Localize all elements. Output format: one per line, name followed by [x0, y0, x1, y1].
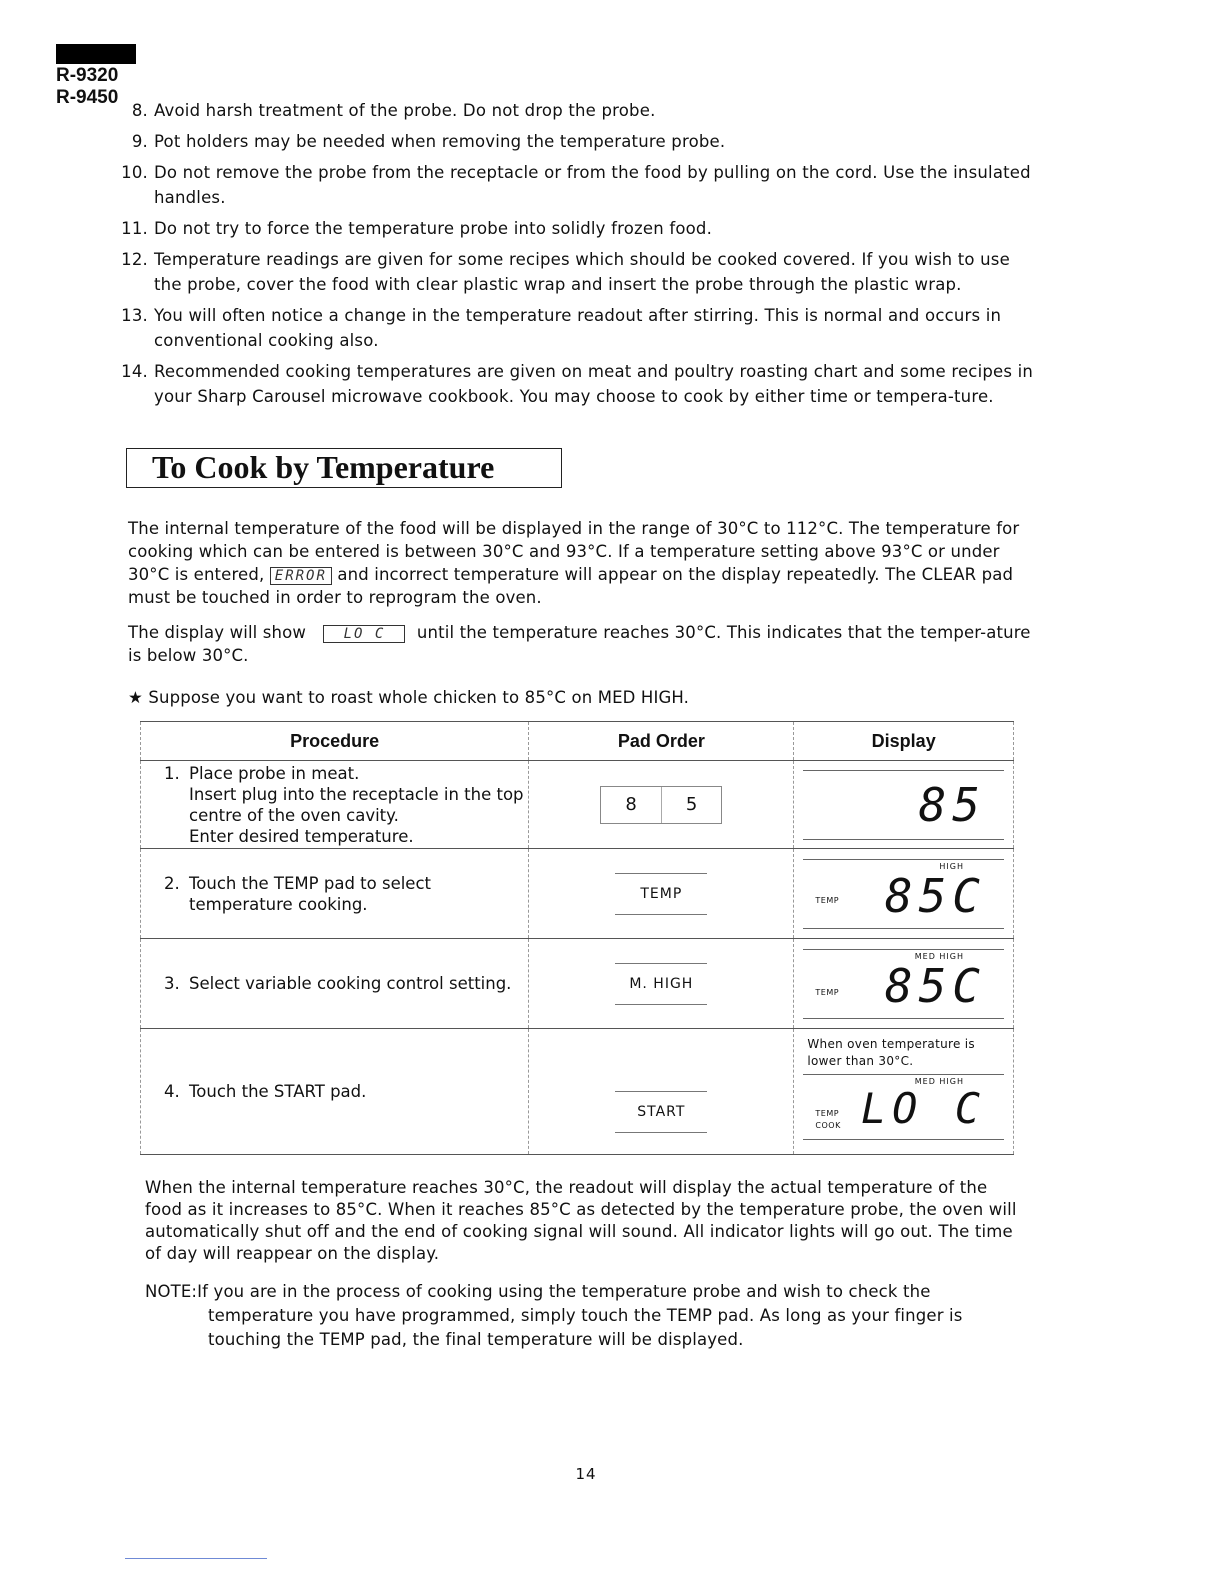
- display-digits: 85C: [884, 958, 986, 1013]
- display-digits: LO C: [860, 1084, 986, 1133]
- pad-8: 8: [625, 794, 637, 815]
- step-line: Touch the START pad.: [189, 1082, 367, 1101]
- table-row: [141, 939, 1014, 1029]
- intro-text-d: until the temperature reaches 30°C. This indicates that the temper-ature is below 30°C.: [128, 623, 1031, 665]
- oven-display: [803, 949, 1004, 1019]
- item-number: 10.: [121, 163, 148, 182]
- header-display: Display: [794, 722, 1014, 761]
- step-1: [142, 763, 527, 847]
- oven-display: [803, 1074, 1004, 1140]
- oven-display: [803, 859, 1004, 929]
- list-item: [118, 303, 1038, 353]
- step-line: Insert plug into the receptacle in the top centre of the oven cavity.: [189, 784, 524, 825]
- list-item: [118, 160, 1038, 210]
- number-pads: [600, 786, 722, 824]
- page-number: 14: [575, 1465, 597, 1483]
- step-number: 1.: [164, 763, 180, 783]
- item-text: Temperature readings are given for some recipes which should be cooked covered. If you wish to use the probe, cover the food with clear plastic wrap and insert the probe through the plastic wrap.: [154, 250, 1010, 294]
- item-text: Recommended cooking temperatures are given on meat and poultry roasting chart and some recipes in your Sharp Carousel microwave cookbook. You may choose to cook by either time or tempera-ture.: [154, 362, 1034, 406]
- after-paragraph: When the internal temperature reaches 30°C, the readout will display the actual temperature of the food as it increases to 85°C. When it reaches 85°C as detected by the temperature probe, the oven will automatically shut off and the end of cooking signal will sound. All indicator lights will go out. The time of day will reappear on the display.: [145, 1178, 1017, 1263]
- pad-order-cell: [529, 761, 794, 849]
- table-header-row: [141, 722, 1014, 761]
- error-display: ERROR: [270, 567, 332, 585]
- table-row: [141, 1029, 1014, 1155]
- step-line: Touch the TEMP pad to select temperature cooking.: [189, 873, 431, 914]
- temp-indicator: TEMP: [815, 1109, 840, 1118]
- pad-order-cell: [529, 849, 794, 939]
- list-item: [118, 359, 1038, 409]
- model-number-2: R-9450: [56, 87, 119, 108]
- step-number: 4.: [164, 1082, 180, 1101]
- power-indicator: HIGH: [939, 861, 964, 871]
- item-text: You will often notice a change in the temperature readout after stirring. This is normal and occurs in conventional cooking also.: [154, 306, 1002, 350]
- temp-indicator: TEMP: [815, 895, 840, 905]
- item-text: Do not remove the probe from the receptacle or from the food by pulling on the cord. Use the insulated handles.: [154, 163, 1031, 207]
- precaution-list: [118, 98, 1038, 415]
- display-digits: 85: [918, 777, 986, 832]
- example-line: ★ Suppose you want to roast whole chicken to 85°C on MED HIGH.: [128, 688, 690, 707]
- procedure-cell: [141, 1029, 529, 1155]
- pad-order-cell: [529, 939, 794, 1029]
- procedure-cell: [141, 849, 529, 939]
- header-pad-order: Pad Order: [529, 722, 794, 761]
- list-item: [118, 98, 1038, 123]
- display-cell: [794, 1029, 1014, 1155]
- item-number: 9.: [131, 132, 148, 151]
- item-number: 8.: [131, 101, 148, 120]
- note-block: [145, 1280, 1017, 1352]
- step-text: [189, 763, 527, 847]
- pad-5: 5: [661, 787, 722, 823]
- display-note: When oven temperature is lower than 30°C.: [807, 1037, 975, 1068]
- temp-indicator: TEMP: [815, 987, 840, 997]
- item-number: 12.: [121, 250, 148, 269]
- display-cell: [794, 939, 1014, 1029]
- step-number: 3.: [164, 974, 180, 993]
- intro-paragraph-2: [128, 621, 1033, 667]
- footer-rule: [125, 1558, 267, 1559]
- item-number: 11.: [121, 219, 148, 238]
- procedure-table: [140, 721, 1014, 1155]
- note-label: NOTE:: [145, 1282, 198, 1301]
- display-cell: [794, 761, 1014, 849]
- temp-pad: TEMP: [615, 873, 707, 915]
- step-number: 2.: [164, 873, 180, 893]
- step-3: [142, 973, 527, 994]
- pad-order-cell: [529, 1029, 794, 1155]
- note-text-first: If you are in the process of cooking using the temperature probe and wish to check the: [197, 1282, 931, 1301]
- table-row: [141, 849, 1014, 939]
- item-number: 13.: [121, 306, 148, 325]
- table-row: [141, 761, 1014, 849]
- procedure-cell: [141, 939, 529, 1029]
- section-title: To Cook by Temperature: [152, 449, 495, 485]
- list-item: [118, 247, 1038, 297]
- item-text: Pot holders may be needed when removing the temperature probe.: [154, 132, 726, 151]
- item-number: 14.: [121, 362, 148, 381]
- item-text: Avoid harsh treatment of the probe. Do not drop the probe.: [154, 101, 656, 120]
- cook-indicator: COOK: [815, 1121, 841, 1130]
- step-2: [142, 873, 527, 915]
- display-cell: [794, 849, 1014, 939]
- power-indicator: MED HIGH: [914, 1077, 964, 1086]
- display-digits: 85C: [884, 868, 986, 923]
- header-procedure: Procedure: [141, 722, 529, 761]
- list-item: [118, 129, 1038, 154]
- intro-paragraph-1: [128, 517, 1033, 609]
- intro-text-a: The internal temperature of the food will be displayed in the range of 30°C to 112°C. The temperature for cooking which can be entered is between 30°C and 93°C. If a temperature setting above 93°C or under 30°C is entered,: [128, 519, 1020, 584]
- step-line: Place probe in meat.: [189, 763, 360, 783]
- start-pad: START: [615, 1091, 707, 1133]
- note-text-rest: temperature you have programmed, simply touch the TEMP pad. As long as your finger is touching the TEMP pad, the final temperature will be displayed.: [208, 1306, 963, 1349]
- header-bar: [56, 44, 136, 64]
- oven-display: [803, 770, 1004, 840]
- intro-text-b: and incorrect temperature will appear on the display repeatedly. The CLEAR pad must be touched in order to reprogram the oven.: [128, 565, 1014, 607]
- med-high-pad: M. HIGH: [615, 963, 707, 1005]
- step-line: Select variable cooking control setting.: [189, 974, 512, 993]
- list-item: [118, 216, 1038, 241]
- lo-display: LO C: [323, 625, 405, 643]
- step-line: Enter desired temperature.: [189, 826, 414, 846]
- intro-text-c: The display will show: [128, 623, 307, 642]
- step-4: [142, 1081, 527, 1102]
- procedure-cell: [141, 761, 529, 849]
- item-text: Do not try to force the temperature probe into solidly frozen food.: [154, 219, 713, 238]
- model-number-1: R-9320: [56, 65, 119, 86]
- power-indicator: MED HIGH: [914, 951, 964, 961]
